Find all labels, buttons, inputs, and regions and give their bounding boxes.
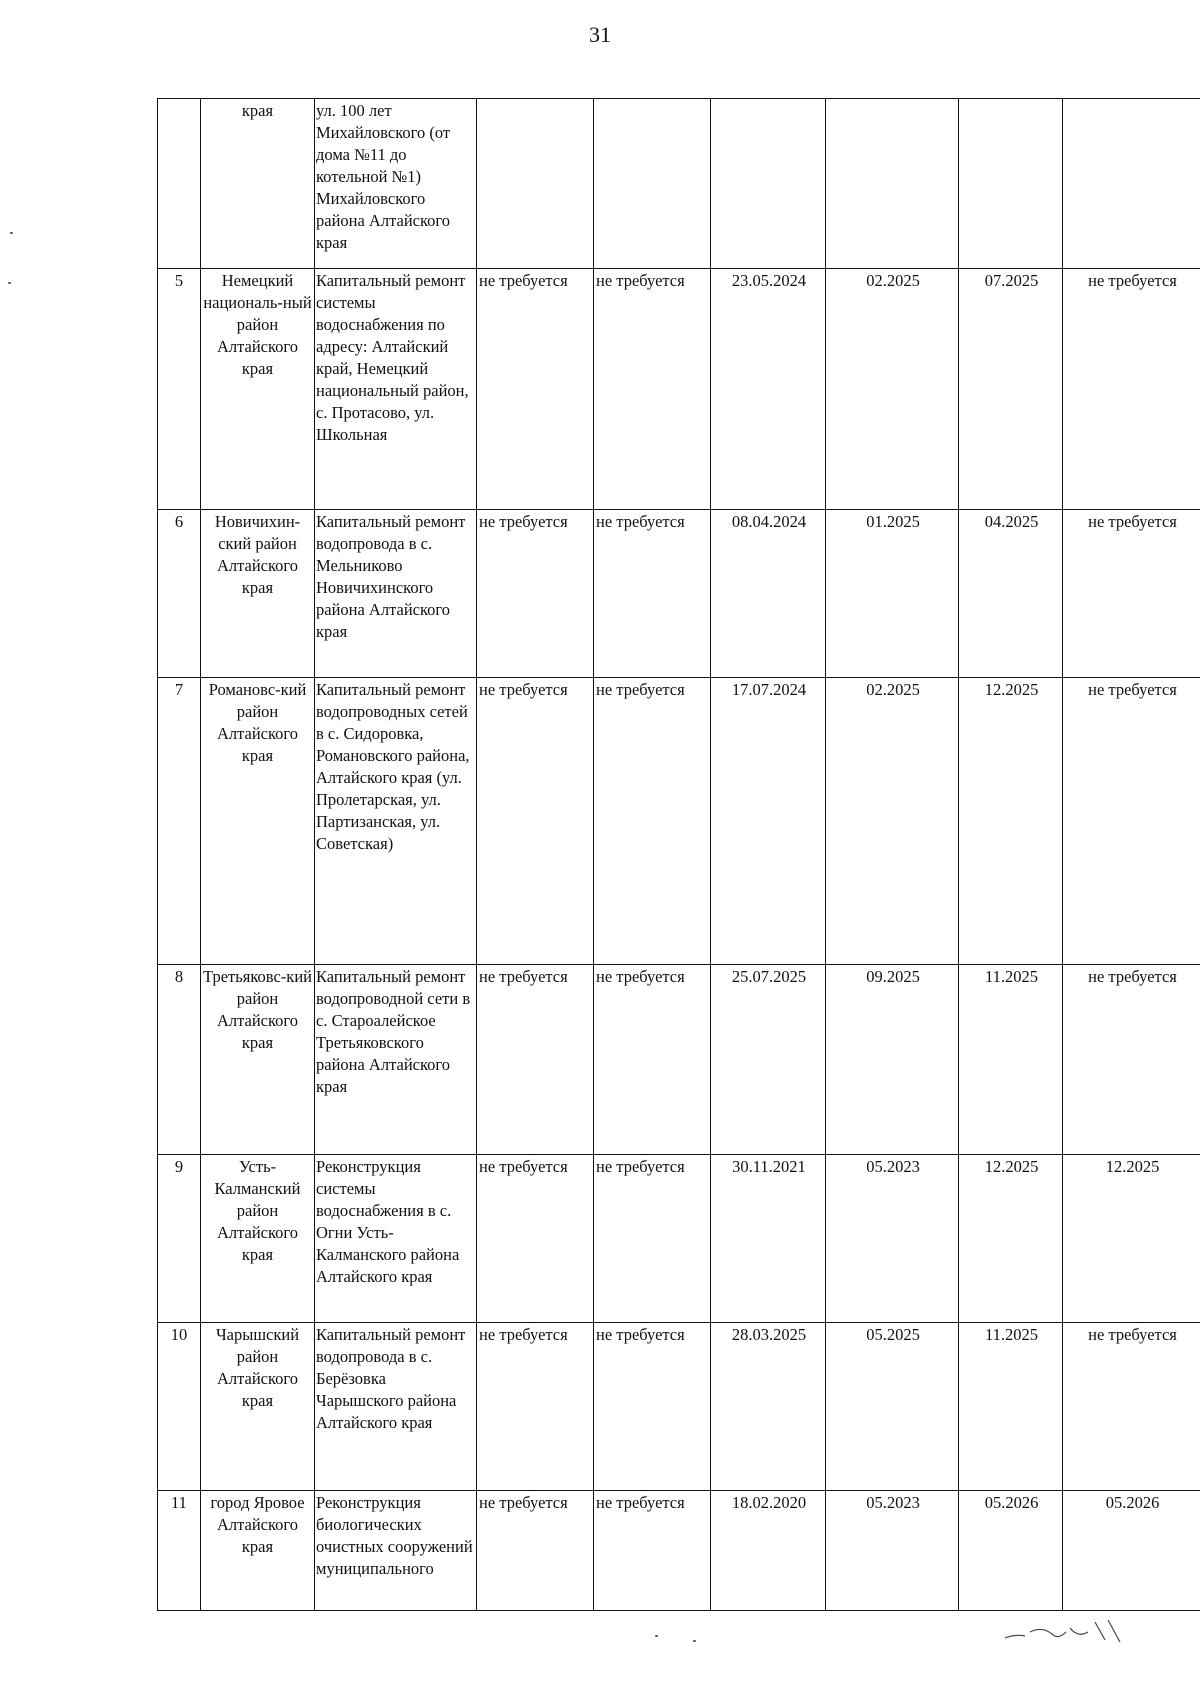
district-cell: Немецкий националь-ный район Алтайского края <box>201 269 315 510</box>
object-cell: Капитальный ремонт водопроводных сетей в с. Сидоровка, Романовского района, Алтайского края (ул. Пролетарская, ул. Партизанская, ул. Советская) <box>315 678 477 965</box>
expertise-cell: не требуется <box>477 1155 594 1323</box>
end-cell: 04.2025 <box>959 510 1063 678</box>
row-number <box>158 99 201 269</box>
permit-cell: не требуется <box>594 510 711 678</box>
permit-cell: не требуется <box>594 269 711 510</box>
table-row <box>158 269 1200 510</box>
permit-cell: не требуется <box>594 678 711 965</box>
handwritten-scribble <box>1000 1610 1130 1650</box>
object-cell: Капитальный ремонт системы водоснабжения по адресу: Алтайский край, Немецкий национальный район, с. Протасово, ул. Школьная <box>315 269 477 510</box>
last-cell: не требуется <box>1063 269 1200 510</box>
table-row <box>158 678 1200 965</box>
row-number: 5 <box>158 269 201 510</box>
date-cell: 25.07.2025 <box>711 965 826 1155</box>
expertise-cell <box>477 99 594 269</box>
object-cell: Реконструкция биологических очистных сооружений муниципального <box>315 1491 477 1611</box>
date-cell <box>711 99 826 269</box>
scan-speck <box>655 1635 658 1637</box>
permit-cell <box>594 99 711 269</box>
last-cell: 05.2026 <box>1063 1491 1200 1611</box>
end-cell: 11.2025 <box>959 965 1063 1155</box>
expertise-cell: не требуется <box>477 1323 594 1491</box>
start-cell: 02.2025 <box>826 678 959 965</box>
row-number: 6 <box>158 510 201 678</box>
district-cell: Романовс-кий район Алтайского края <box>201 678 315 965</box>
data-table <box>157 98 1200 1611</box>
expertise-cell: не требуется <box>477 678 594 965</box>
table-row <box>158 99 1200 269</box>
expertise-cell: не требуется <box>477 269 594 510</box>
end-cell <box>959 99 1063 269</box>
last-cell: не требуется <box>1063 965 1200 1155</box>
start-cell: 01.2025 <box>826 510 959 678</box>
last-cell: не требуется <box>1063 510 1200 678</box>
table-row <box>158 1491 1200 1611</box>
end-cell: 07.2025 <box>959 269 1063 510</box>
date-cell: 28.03.2025 <box>711 1323 826 1491</box>
object-cell: Реконструкция системы водоснабжения в с. Огни Усть-Калманского района Алтайского края <box>315 1155 477 1323</box>
object-cell: Капитальный ремонт водопроводной сети в с. Староалейское Третьяковского района Алтайского края <box>315 965 477 1155</box>
scan-speck <box>8 282 11 284</box>
last-cell: не требуется <box>1063 678 1200 965</box>
scan-speck <box>10 232 13 234</box>
last-cell: 12.2025 <box>1063 1155 1200 1323</box>
row-number: 8 <box>158 965 201 1155</box>
page-number: 31 <box>589 22 611 47</box>
row-number: 10 <box>158 1323 201 1491</box>
district-cell: Усть-Калманский район Алтайского края <box>201 1155 315 1323</box>
start-cell: 05.2023 <box>826 1155 959 1323</box>
object-cell: ул. 100 лет Михайловского (от дома №11 до котельной №1) Михайловского района Алтайского края <box>315 99 477 269</box>
row-number: 11 <box>158 1491 201 1611</box>
table-row <box>158 965 1200 1155</box>
row-number: 9 <box>158 1155 201 1323</box>
permit-cell: не требуется <box>594 1155 711 1323</box>
district-cell: город Яровое Алтайского края <box>201 1491 315 1611</box>
start-cell: 09.2025 <box>826 965 959 1155</box>
end-cell: 05.2026 <box>959 1491 1063 1611</box>
object-cell: Капитальный ремонт водопровода в с. Берёзовка Чарышского района Алтайского края <box>315 1323 477 1491</box>
end-cell: 11.2025 <box>959 1323 1063 1491</box>
date-cell: 30.11.2021 <box>711 1155 826 1323</box>
date-cell: 18.02.2020 <box>711 1491 826 1611</box>
scan-speck <box>693 1640 696 1642</box>
expertise-cell: не требуется <box>477 510 594 678</box>
object-cell: Капитальный ремонт водопровода в с. Мельниково Новичихинского района Алтайского края <box>315 510 477 678</box>
district-cell: Третьяковс-кий район Алтайского края <box>201 965 315 1155</box>
table-row <box>158 1155 1200 1323</box>
permit-cell: не требуется <box>594 1491 711 1611</box>
end-cell: 12.2025 <box>959 1155 1063 1323</box>
date-cell: 08.04.2024 <box>711 510 826 678</box>
permit-cell: не требуется <box>594 965 711 1155</box>
start-cell: 05.2023 <box>826 1491 959 1611</box>
district-cell: Новичихин-ский район Алтайского края <box>201 510 315 678</box>
date-cell: 17.07.2024 <box>711 678 826 965</box>
last-cell <box>1063 99 1200 269</box>
date-cell: 23.05.2024 <box>711 269 826 510</box>
end-cell: 12.2025 <box>959 678 1063 965</box>
start-cell: 05.2025 <box>826 1323 959 1491</box>
table-row <box>158 1323 1200 1491</box>
start-cell <box>826 99 959 269</box>
last-cell: не требуется <box>1063 1323 1200 1491</box>
permit-cell: не требуется <box>594 1323 711 1491</box>
expertise-cell: не требуется <box>477 1491 594 1611</box>
table-row <box>158 510 1200 678</box>
district-cell: края <box>201 99 315 269</box>
district-cell: Чарышский район Алтайского края <box>201 1323 315 1491</box>
expertise-cell: не требуется <box>477 965 594 1155</box>
start-cell: 02.2025 <box>826 269 959 510</box>
row-number: 7 <box>158 678 201 965</box>
